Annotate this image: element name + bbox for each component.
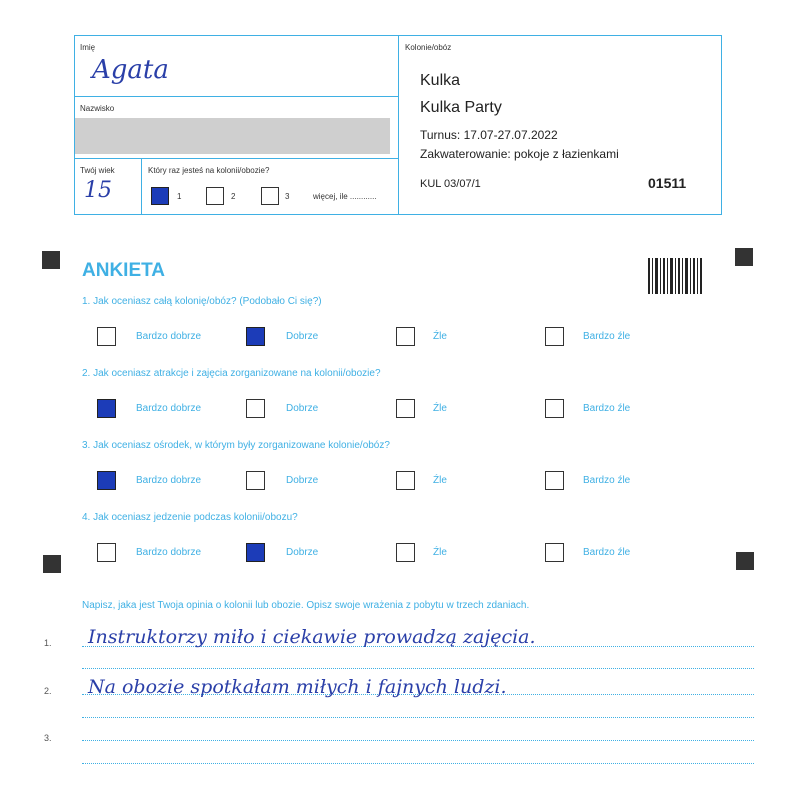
question-1-option-4-checkbox[interactable]	[545, 327, 564, 346]
question-1-option-4-label: Bardzo źle	[583, 331, 631, 342]
question-4-text: 4. Jak oceniasz jedzenie podczas kolonii/obozu?	[82, 512, 298, 523]
question-3-option-1-label: Bardzo dobrze	[136, 475, 202, 486]
wiek-label: Twój wiek	[80, 166, 115, 175]
question-2-option-3-checkbox[interactable]	[396, 399, 415, 418]
kolonia-label: Kolonie/obóz	[405, 43, 452, 52]
question-1-option-1-label: Bardzo dobrze	[136, 331, 202, 342]
question-1-option-3-label: Źle	[433, 331, 447, 342]
survey-title: ANKIETA	[82, 260, 166, 281]
answer-line-3b	[82, 763, 754, 764]
form-number: 01511	[648, 175, 687, 191]
kolonia-code: KUL 03/07/1	[420, 178, 481, 190]
question-4-option-2-label: Dobrze	[286, 547, 319, 558]
question-4-option-1-label: Bardzo dobrze	[136, 547, 202, 558]
question-3-text: 3. Jak oceniasz ośrodek, w którym były zorganizowane kolonie/obóz?	[82, 440, 390, 451]
registration-marker-bottom-right	[736, 552, 754, 570]
question-1-text: 1. Jak oceniasz całą kolonię/obóz? (Podobało Ci się?)	[82, 296, 322, 307]
nazwisko-label: Nazwisko	[80, 104, 115, 113]
age-divider	[141, 158, 142, 214]
question-2-option-3-label: Źle	[433, 403, 447, 414]
kolonia-subname: Kulka Party	[420, 99, 502, 116]
question-2-option-1-checkbox[interactable]	[97, 399, 116, 418]
turnus: Turnus: 17.07-27.07.2022	[420, 128, 558, 142]
row-line-1	[75, 96, 398, 97]
question-2-option-1-label: Bardzo dobrze	[136, 403, 202, 414]
opinion-prompt: Napisz, jaka jest Twoja opinia o kolonii lub obozie. Opisz swoje wrażenia z pobytu w trzech zdaniach.	[82, 600, 530, 611]
ktory-raz-checkbox-1[interactable]	[151, 187, 169, 205]
answer-line-2b	[82, 717, 754, 718]
imie-value[interactable]: Agata	[92, 55, 169, 85]
question-2-option-2-label: Dobrze	[286, 403, 319, 414]
row-line-2	[75, 158, 398, 159]
question-1-option-2-checkbox[interactable]	[246, 327, 265, 346]
question-3-option-2-label: Dobrze	[286, 475, 319, 486]
question-3-option-3-label: Źle	[433, 475, 447, 486]
wiek-value[interactable]: 15	[84, 178, 112, 203]
question-4-option-1-checkbox[interactable]	[97, 543, 116, 562]
answer-2[interactable]: Na obozie spotkałam miłych i fajnych ludzi.	[88, 676, 507, 698]
ktory-raz-option-1: 1	[177, 192, 182, 201]
question-4-option-4-checkbox[interactable]	[545, 543, 564, 562]
header-divider	[398, 36, 399, 214]
answer-line-3a	[82, 740, 754, 741]
zakwaterowanie: Zakwaterowanie: pokoje z łazienkami	[420, 147, 619, 161]
registration-marker-top-right	[735, 248, 753, 266]
question-1-option-3-checkbox[interactable]	[396, 327, 415, 346]
kolonia-name: Kulka	[420, 72, 461, 89]
ktory-raz-option-2: 2	[231, 192, 236, 201]
wiecej-label: więcej, ile ............	[313, 192, 377, 201]
nazwisko-redacted	[75, 118, 390, 154]
question-3-option-3-checkbox[interactable]	[396, 471, 415, 490]
question-4-option-3-label: Źle	[433, 547, 447, 558]
question-2-option-4-label: Bardzo źle	[583, 403, 631, 414]
question-3-option-4-checkbox[interactable]	[545, 471, 564, 490]
registration-marker-bottom-left	[43, 555, 61, 573]
ktory-raz-label: Który raz jesteś na kolonii/obozie?	[148, 166, 270, 175]
ktory-raz-option-3: 3	[285, 192, 290, 201]
question-4-option-2-checkbox[interactable]	[246, 543, 265, 562]
question-4-option-4-label: Bardzo źle	[583, 547, 631, 558]
imie-label: Imię	[80, 43, 96, 52]
question-2-option-4-checkbox[interactable]	[545, 399, 564, 418]
question-2-text: 2. Jak oceniasz atrakcje i zajęcia zorganizowane na kolonii/obozie?	[82, 368, 381, 379]
question-1-option-2-label: Dobrze	[286, 331, 319, 342]
question-3-option-1-checkbox[interactable]	[97, 471, 116, 490]
line-number-1: 1.	[44, 638, 52, 648]
question-1-option-1-checkbox[interactable]	[97, 327, 116, 346]
question-3-option-4-label: Bardzo źle	[583, 475, 631, 486]
line-number-2: 2.	[44, 686, 52, 696]
answer-1[interactable]: Instruktorzy miło i ciekawie prowadzą zajęcia.	[88, 626, 536, 648]
question-4-option-3-checkbox[interactable]	[396, 543, 415, 562]
question-3-option-2-checkbox[interactable]	[246, 471, 265, 490]
ktory-raz-checkbox-2[interactable]	[206, 187, 224, 205]
barcode-icon	[648, 258, 702, 294]
answer-line-1b	[82, 668, 754, 669]
question-2-option-2-checkbox[interactable]	[246, 399, 265, 418]
ktory-raz-checkbox-3[interactable]	[261, 187, 279, 205]
line-number-3: 3.	[44, 733, 52, 743]
registration-marker-top-left	[42, 251, 60, 269]
